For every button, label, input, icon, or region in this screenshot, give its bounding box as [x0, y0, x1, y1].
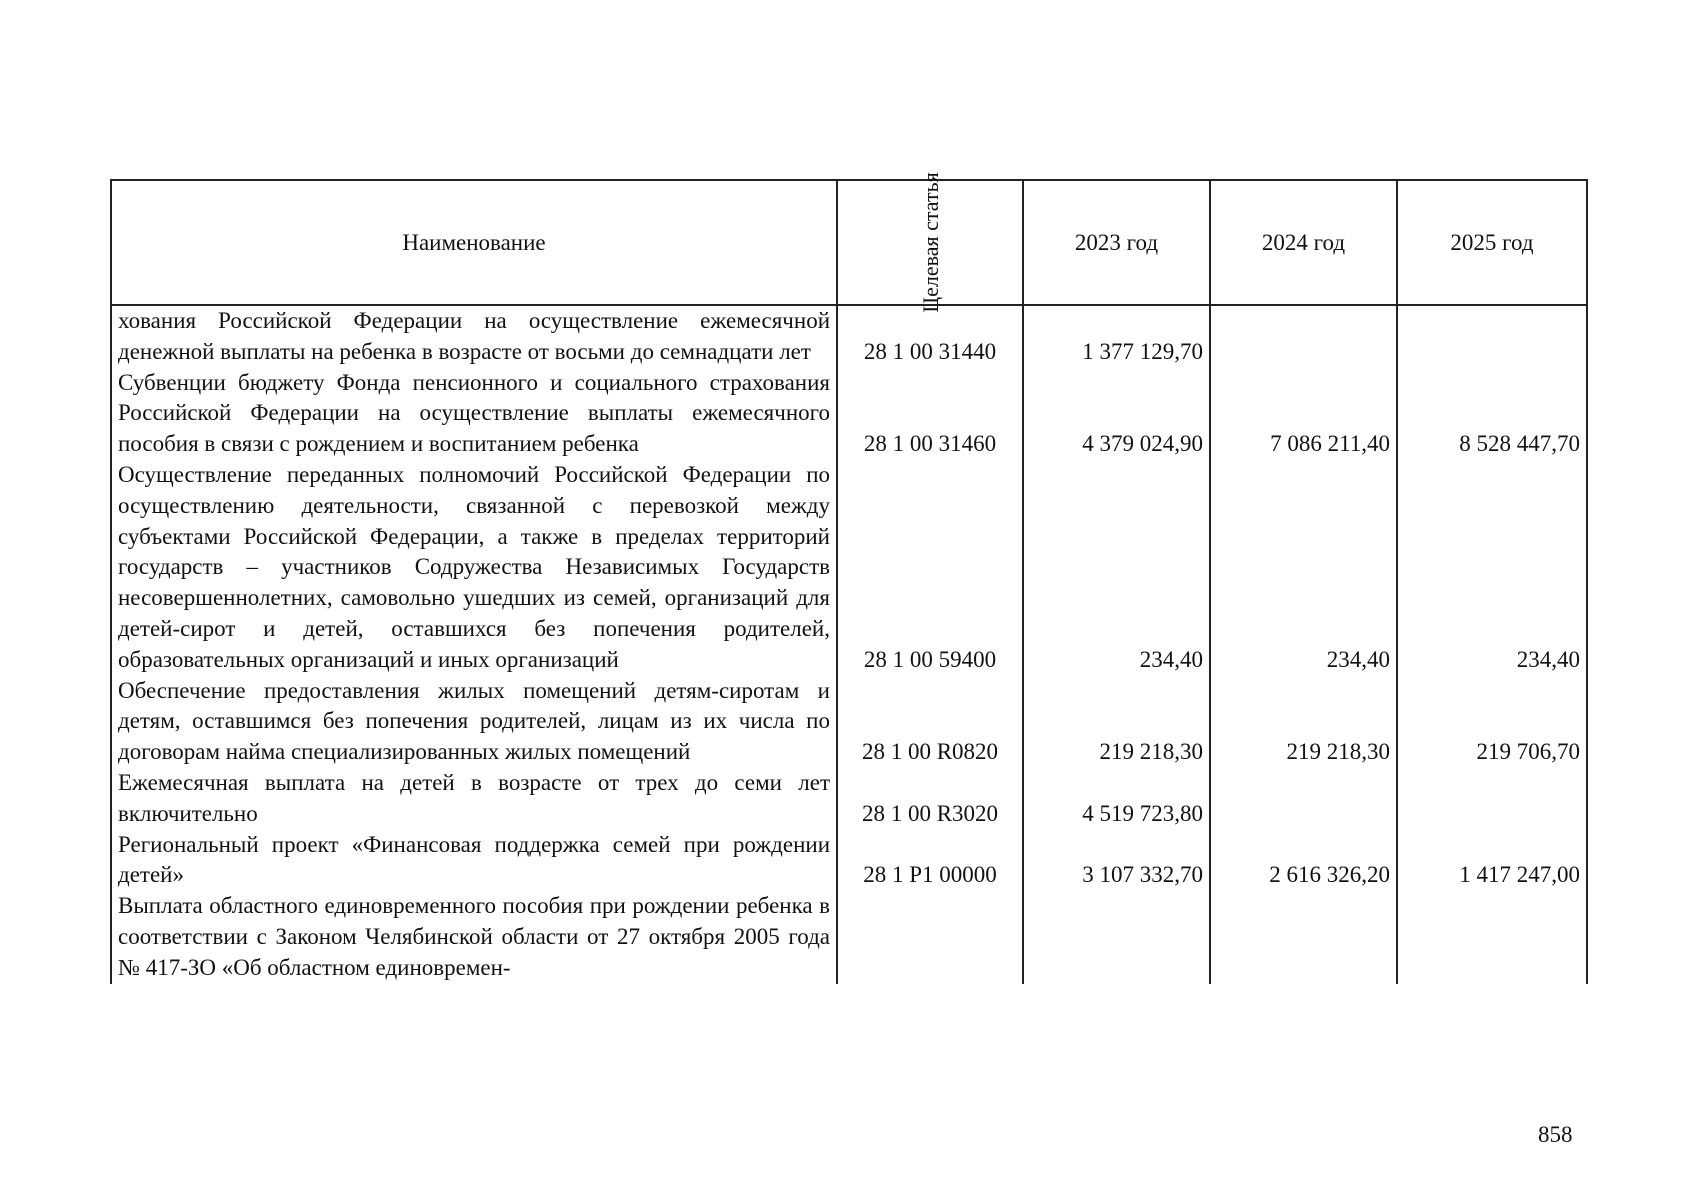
header-name: Наименование [111, 180, 837, 305]
row-code: 28 1 00 31440 [837, 305, 1023, 368]
table-header-row [111, 180, 1587, 305]
row-code: 28 1 00 31460 [837, 368, 1023, 460]
row-2025: 234,40 [1397, 460, 1587, 676]
row-2024: 234,40 [1210, 460, 1397, 676]
row-name: Обеспечение предоставления жилых помещений детям-сиротам и детям, оставшимся без попечения родителей, лицам из их числа по договорам найма специализированных жилых помещений [111, 676, 837, 768]
row-2025: 1 417 247,00 [1397, 830, 1587, 892]
row-2024: 7 086 211,40 [1210, 368, 1397, 460]
row-code [837, 891, 1023, 983]
row-code: 28 1 00 59400 [837, 460, 1023, 676]
row-code: 28 1 00 R0820 [837, 676, 1023, 768]
table-row [111, 891, 1587, 983]
row-2023: 234,40 [1023, 460, 1210, 676]
header-2023: 2023 год [1023, 180, 1210, 305]
row-name: Выплата областного единовременного пособия при рождении ребенка в соответствии с Законом Челябинской области от 27 октября 2005 года № 417-ЗО «Об областном единовремен- [111, 891, 837, 983]
row-2023: 4 379 024,90 [1023, 368, 1210, 460]
row-2025 [1397, 768, 1587, 830]
row-2025: 8 528 447,70 [1397, 368, 1587, 460]
row-name: Региональный проект «Финансовая поддержка семей при рождении детей» [111, 830, 837, 892]
row-name: Субвенции бюджету Фонда пенсионного и социального страхования Российской Федерации на осуществление выплаты ежемесячного пособия в связи с рождением и воспитанием ребенка [111, 368, 837, 460]
table-row [111, 830, 1587, 892]
table-row [111, 768, 1587, 830]
row-2025 [1397, 305, 1587, 368]
row-2023: 1 377 129,70 [1023, 305, 1210, 368]
row-2023 [1023, 891, 1210, 983]
row-2024 [1210, 768, 1397, 830]
row-2023: 4 519 723,80 [1023, 768, 1210, 830]
row-2023: 3 107 332,70 [1023, 830, 1210, 892]
row-2023: 219 218,30 [1023, 676, 1210, 768]
row-2024: 2 616 326,20 [1210, 830, 1397, 892]
table-row [111, 368, 1587, 460]
row-2024: 219 218,30 [1210, 676, 1397, 768]
row-2025 [1397, 891, 1587, 983]
header-target-article: Целевая статья [837, 180, 1023, 305]
row-name: Осуществление переданных полномочий Российской Федерации по осуществлению деятельности, связанной с перевозкой между субъектами Российской Федерации, а также в пределах территорий государств – участников Содружества Независимых Государств несовершеннолетних, самовольно ушедших из семей, организаций для детей-сирот и детей, оставшихся без попечения родителей, образовательных организаций и иных организаций [111, 460, 837, 676]
row-2025: 219 706,70 [1397, 676, 1587, 768]
row-code: 28 1 P1 00000 [837, 830, 1023, 892]
header-2025: 2025 год [1397, 180, 1587, 305]
row-name: хования Российской Федерации на осуществление ежемесячной денежной выплаты на ребенка в возрасте от восьми до семнадцати лет [111, 305, 837, 368]
table-row [111, 305, 1587, 368]
table-row [111, 676, 1587, 768]
budget-table [110, 171, 1588, 984]
row-2024 [1210, 891, 1397, 983]
table-row [111, 460, 1587, 676]
header-2024: 2024 год [1210, 180, 1397, 305]
row-2024 [1210, 305, 1397, 368]
page-number: 858 [1538, 1122, 1573, 1147]
row-name: Ежемесячная выплата на детей в возрасте от трех до семи лет включительно [111, 768, 837, 830]
row-code: 28 1 00 R3020 [837, 768, 1023, 830]
